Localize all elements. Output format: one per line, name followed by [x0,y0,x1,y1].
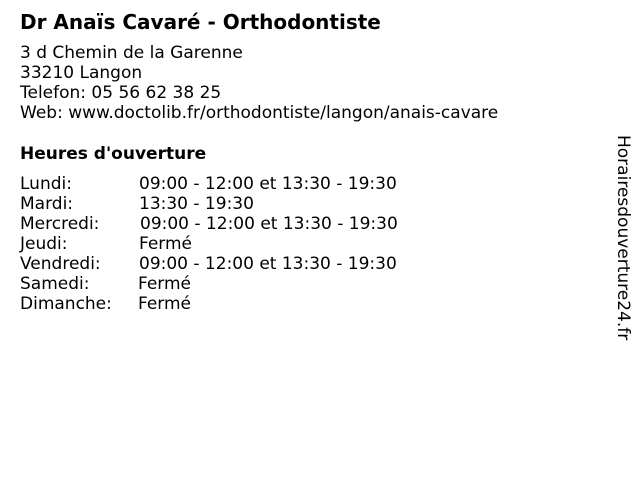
time-value: 13:30 - 19:30 [139,194,254,214]
time-value: 09:00 - 12:00 et 13:30 - 19:30 [140,214,398,234]
day-label: Mardi: [20,194,74,214]
day-label: Dimanche: [20,294,112,314]
street-address: 3 d Chemin de la Garenne [20,43,243,63]
time-value: Fermé [138,274,192,294]
day-label: Samedi: [20,274,90,294]
page-title: Dr Anaïs Cavaré - Orthodontiste [20,10,381,34]
time-value: 09:00 - 12:00 et 13:30 - 19:30 [139,254,397,274]
time-value: 09:00 - 12:00 et 13:30 - 19:30 [139,174,397,194]
time-value: Fermé [139,234,193,254]
phone-number: Telefon: 05 56 62 38 25 [20,83,222,103]
day-label: Lundi: [20,174,72,194]
day-label: Mercredi: [20,214,100,234]
day-label: Vendredi: [20,254,101,274]
hours-heading: Heures d'ouverture [20,144,207,164]
time-value: Fermé [138,294,192,314]
city-postal: 33210 Langon [20,63,143,83]
address-block [20,43,498,123]
site-watermark: Horairesdouverture24.fr [613,135,633,341]
day-label: Jeudi: [20,234,68,254]
website: Web: www.doctolib.fr/orthodontiste/langon/anais-cavare [20,103,499,123]
